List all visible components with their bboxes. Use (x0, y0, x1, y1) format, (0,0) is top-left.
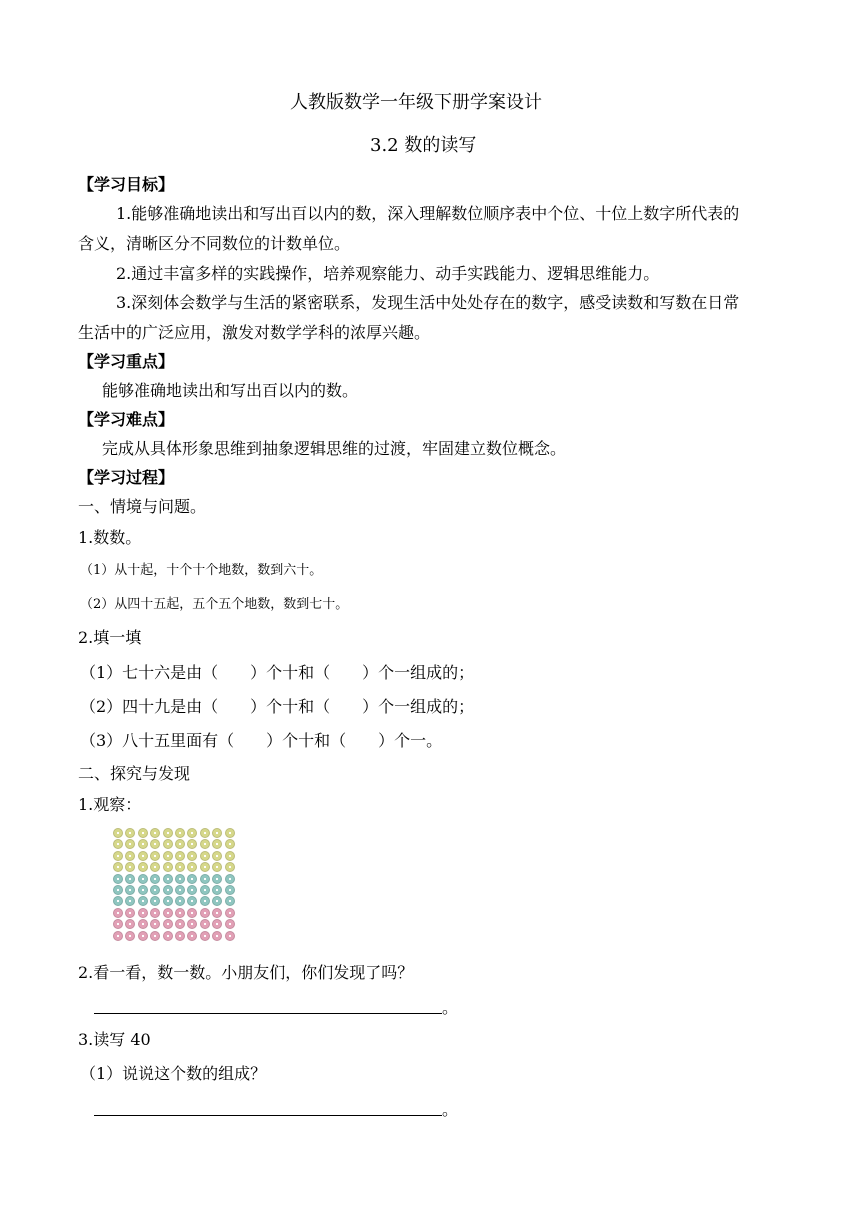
bead (138, 839, 148, 849)
bead (113, 874, 123, 884)
bead (212, 828, 222, 838)
bead (212, 851, 222, 861)
bead (175, 931, 185, 941)
bead (200, 931, 210, 941)
answer-line-2-3-a (94, 1115, 442, 1116)
bead (163, 919, 173, 929)
focus-heading: 【学习重点】 (78, 352, 175, 371)
page-subtitle: 3.2 数的读写 (370, 135, 477, 156)
process-heading: 【学习过程】 (78, 468, 175, 487)
bead (200, 908, 210, 918)
section-2-heading: 二、探究与发现 (78, 764, 191, 783)
question-2-1: 1.观察： (78, 795, 142, 814)
bead (200, 828, 210, 838)
bead (212, 862, 222, 872)
bead (150, 908, 160, 918)
bead (200, 839, 210, 849)
answer-line-2-2 (94, 1013, 442, 1014)
goal-3-line-1: 3.深刻体会数学与生活的紧密联系，发现生活中处处存在的数字，感受读数和写数在日常 (116, 293, 740, 312)
bead (175, 851, 185, 861)
bead (125, 931, 135, 941)
bead (187, 828, 197, 838)
bead (225, 919, 235, 929)
goal-1-line-1: 1.能够准确地读出和写出百以内的数，深入理解数位顺序表中个位、十位上数字所代表的 (116, 204, 740, 223)
bead (138, 851, 148, 861)
bead (175, 908, 185, 918)
bead (175, 896, 185, 906)
bead (138, 896, 148, 906)
bead (113, 839, 123, 849)
bead (187, 919, 197, 929)
difficulty-heading: 【学习难点】 (78, 410, 175, 429)
bead (187, 896, 197, 906)
bead (163, 839, 173, 849)
bead (125, 828, 135, 838)
bead (200, 896, 210, 906)
bead (163, 896, 173, 906)
bead (125, 862, 135, 872)
bead (163, 851, 173, 861)
question-1-2-b: （2）四十九是由（ ）个十和（ ）个一组成的； (80, 697, 475, 716)
bead (175, 862, 185, 872)
bead (187, 851, 197, 861)
bead (138, 828, 148, 838)
bead (187, 839, 197, 849)
bead (175, 828, 185, 838)
bead (225, 851, 235, 861)
bead (125, 851, 135, 861)
goal-1-line-2: 含义，清晰区分不同数位的计数单位。 (78, 234, 351, 253)
bead (212, 896, 222, 906)
goals-heading: 【学习目标】 (78, 175, 175, 194)
bead (138, 874, 148, 884)
bead (138, 885, 148, 895)
bead (212, 839, 222, 849)
bead (150, 862, 160, 872)
bead (113, 828, 123, 838)
goal-2: 2.通过丰富多样的实践操作，培养观察能力、动手实践能力、逻辑思维能力。 (116, 264, 660, 283)
question-1-1-b: （2）从四十五起，五个五个地数，数到七十。 (80, 597, 349, 612)
bead (125, 908, 135, 918)
bead (113, 908, 123, 918)
bead (150, 919, 160, 929)
bead (138, 908, 148, 918)
bead (125, 896, 135, 906)
bead (125, 885, 135, 895)
bead (113, 896, 123, 906)
bead (163, 931, 173, 941)
bead (212, 885, 222, 895)
question-1-2-a: （1）七十六是由（ ）个十和（ ）个一组成的； (80, 663, 475, 682)
bead (150, 839, 160, 849)
bead (138, 931, 148, 941)
bead (150, 896, 160, 906)
goal-3-line-2: 生活中的广泛应用，激发对数学学科的浓厚兴趣。 (78, 323, 431, 342)
bead (163, 885, 173, 895)
bead (225, 931, 235, 941)
bead (150, 931, 160, 941)
bead (200, 862, 210, 872)
bead (212, 908, 222, 918)
bead (138, 862, 148, 872)
bead (200, 919, 210, 929)
bead (163, 874, 173, 884)
bead (225, 839, 235, 849)
question-1-2-c: （3）八十五里面有（ ）个十和（ ）个一。 (80, 731, 443, 750)
bead (225, 896, 235, 906)
bead (163, 828, 173, 838)
bead (113, 862, 123, 872)
bead (163, 862, 173, 872)
bead (175, 885, 185, 895)
bead (187, 908, 197, 918)
difficulty-text: 完成从具体形象思维到抽象逻辑思维的过渡，牢固建立数位概念。 (102, 439, 567, 458)
question-2-3: 3.读写 40 (78, 1030, 151, 1049)
bead (150, 874, 160, 884)
bead (175, 874, 185, 884)
bead (113, 919, 123, 929)
bead (225, 828, 235, 838)
bead (175, 839, 185, 849)
bead (113, 885, 123, 895)
bead (113, 851, 123, 861)
page-title: 人教版数学一年级下册学案设计 (290, 92, 542, 113)
bead (212, 919, 222, 929)
bead (150, 885, 160, 895)
bead (125, 919, 135, 929)
question-2-2: 2.看一看，数一数。小朋友们，你们发现了吗？ (78, 963, 414, 982)
bead (225, 862, 235, 872)
bead (163, 908, 173, 918)
bead (187, 862, 197, 872)
bead (125, 874, 135, 884)
bead (225, 908, 235, 918)
bead (212, 931, 222, 941)
bead (113, 931, 123, 941)
question-2-3-a: （1）说说这个数的组成？ (80, 1064, 267, 1083)
section-1-heading: 一、情境与问题。 (78, 497, 207, 516)
question-1-2: 2.填一填 (78, 628, 142, 647)
bead (175, 919, 185, 929)
focus-text: 能够准确地读出和写出百以内的数。 (102, 381, 359, 400)
bead (187, 931, 197, 941)
question-1-1: 1.数数。 (78, 528, 142, 547)
bead (138, 919, 148, 929)
bead (125, 839, 135, 849)
bead (150, 828, 160, 838)
bead-grid-image (113, 828, 237, 942)
question-1-1-a: （1）从十起，十个十个地数，数到六十。 (80, 563, 323, 578)
answer-line-2-3-a-period: 。 (442, 1100, 459, 1119)
bead (200, 874, 210, 884)
bead (187, 874, 197, 884)
bead (187, 885, 197, 895)
bead (200, 885, 210, 895)
bead (150, 851, 160, 861)
bead (225, 885, 235, 895)
bead (225, 874, 235, 884)
bead (200, 851, 210, 861)
bead (212, 874, 222, 884)
answer-line-2-2-period: 。 (442, 998, 459, 1017)
